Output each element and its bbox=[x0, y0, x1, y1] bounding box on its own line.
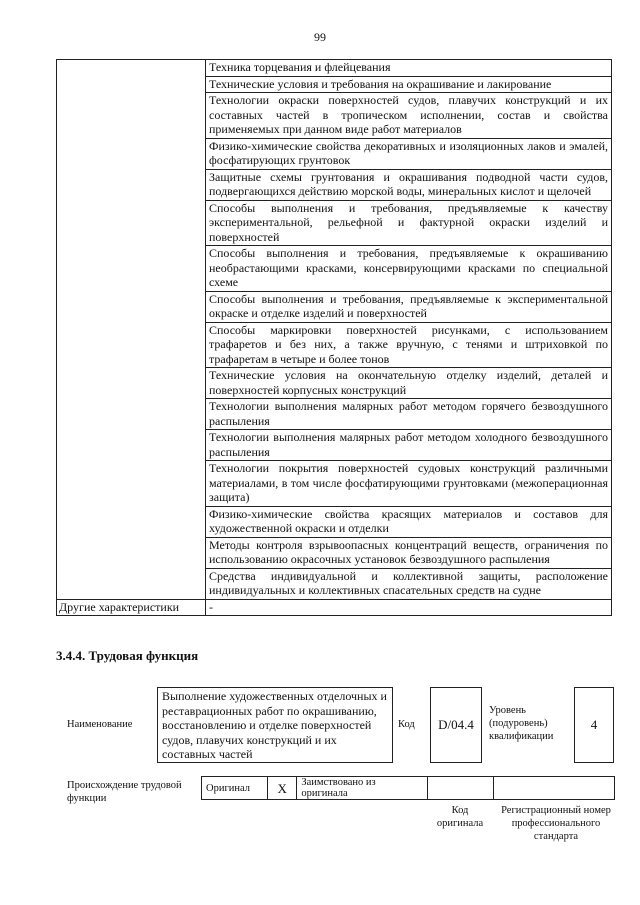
knowledge-item: Защитные схемы грунтования и окрашивания подводной части судов, подвергающихся действию морской воды, минеральных кислот и щелочей bbox=[206, 169, 612, 200]
knowledge-item: Технические условия на окончательную отделку изделий, деталей и поверхностей корпусных конструкций bbox=[206, 368, 612, 399]
level-label: Уровень (подуровень) квалификации bbox=[489, 705, 554, 742]
level-value-box: 4 bbox=[574, 687, 614, 763]
origin-label: Происхождение трудовой функции bbox=[67, 780, 182, 804]
knowledge-item: Технологии окраски поверхностей судов, плавучих конструкций и их составных частей в тропическом исполнении, состав и свойства применяемых при данном виде работ материалов bbox=[206, 93, 612, 139]
knowledge-item: Способы выполнения и требования, предъявляемые к окрашиванию необрастающими красками, консервирующими красками по специальной схеме bbox=[206, 246, 612, 292]
name-label: Наименование bbox=[67, 719, 133, 730]
function-name-box: Выполнение художественных отделочных и реставрационных работ по окрашиванию, восстановлению и отделке поверхностей судов, плавучих конструкций и их составных частей bbox=[157, 687, 393, 763]
reg-number-caption: Регистрационный номер профессионального стандарта bbox=[501, 805, 611, 842]
table-row-other bbox=[57, 599, 612, 616]
other-characteristics-label: Другие характеристики bbox=[57, 599, 206, 616]
knowledge-item: Способы маркировки поверхностей рисунками, с использованием трафаретов и без них, а также вручную, с тенями и штриховкой по трафаретам в четыре и более тонов bbox=[206, 322, 612, 368]
code-original-cell bbox=[428, 777, 494, 800]
original-label: Оригинал bbox=[202, 777, 268, 800]
page-number: 99 bbox=[314, 30, 326, 44]
knowledge-label-cell bbox=[57, 60, 206, 600]
knowledge-item: Способы выполнения и требования, предъявляемые к экспериментальной окраске и отделке изделий и поверхностей bbox=[206, 291, 612, 322]
code-original-caption: Код оригинала bbox=[436, 805, 484, 829]
knowledge-item: Техника торцевания и флейцевания bbox=[206, 60, 612, 77]
knowledge-item: Физико-химические свойства декоративных и изоляционных лаков и эмалей, фосфатирующих грунтовок bbox=[206, 138, 612, 169]
original-mark: X bbox=[267, 777, 296, 800]
other-characteristics-value: - bbox=[206, 599, 612, 616]
knowledge-item: Способы выполнения и требования, предъявляемые к качеству экспериментальной, рельефной и фактурной окраски изделий и поверхностей bbox=[206, 200, 612, 246]
knowledge-item: Технологии выполнения малярных работ методом холодного безвоздушного распыления bbox=[206, 430, 612, 461]
borrowed-label: Заимствовано из оригинала bbox=[297, 777, 428, 800]
code-label: Код bbox=[398, 719, 415, 730]
knowledge-item: Методы контроля взрывоопасных концентраций веществ, ограничения по использованию окрасочных установок безвоздушного распыления bbox=[206, 537, 612, 568]
reg-number-cell bbox=[494, 777, 615, 800]
knowledge-item: Технологии покрытия поверхностей судовых конструкций различными материалами, в том числе фосфатирующими грунтовками (межоперационная защита) bbox=[206, 461, 612, 507]
origin-table bbox=[201, 776, 615, 800]
knowledge-table bbox=[56, 59, 612, 616]
knowledge-item: Технические условия и требования на окрашивание и лакирование bbox=[206, 76, 612, 93]
table-row bbox=[57, 60, 612, 77]
function-code-box: D/04.4 bbox=[430, 687, 482, 763]
knowledge-item: Технологии выполнения малярных работ методом горячего безвоздушного распыления bbox=[206, 399, 612, 430]
knowledge-item: Средства индивидуальной и коллективной защиты, расположение индивидуальных и коллективных спасательных средств на судне bbox=[206, 568, 612, 599]
section-heading: 3.4.4. Трудовая функция bbox=[56, 648, 199, 663]
knowledge-item: Физико-химические свойства красящих материалов и составов для художественной окраски и отделки bbox=[206, 506, 612, 537]
